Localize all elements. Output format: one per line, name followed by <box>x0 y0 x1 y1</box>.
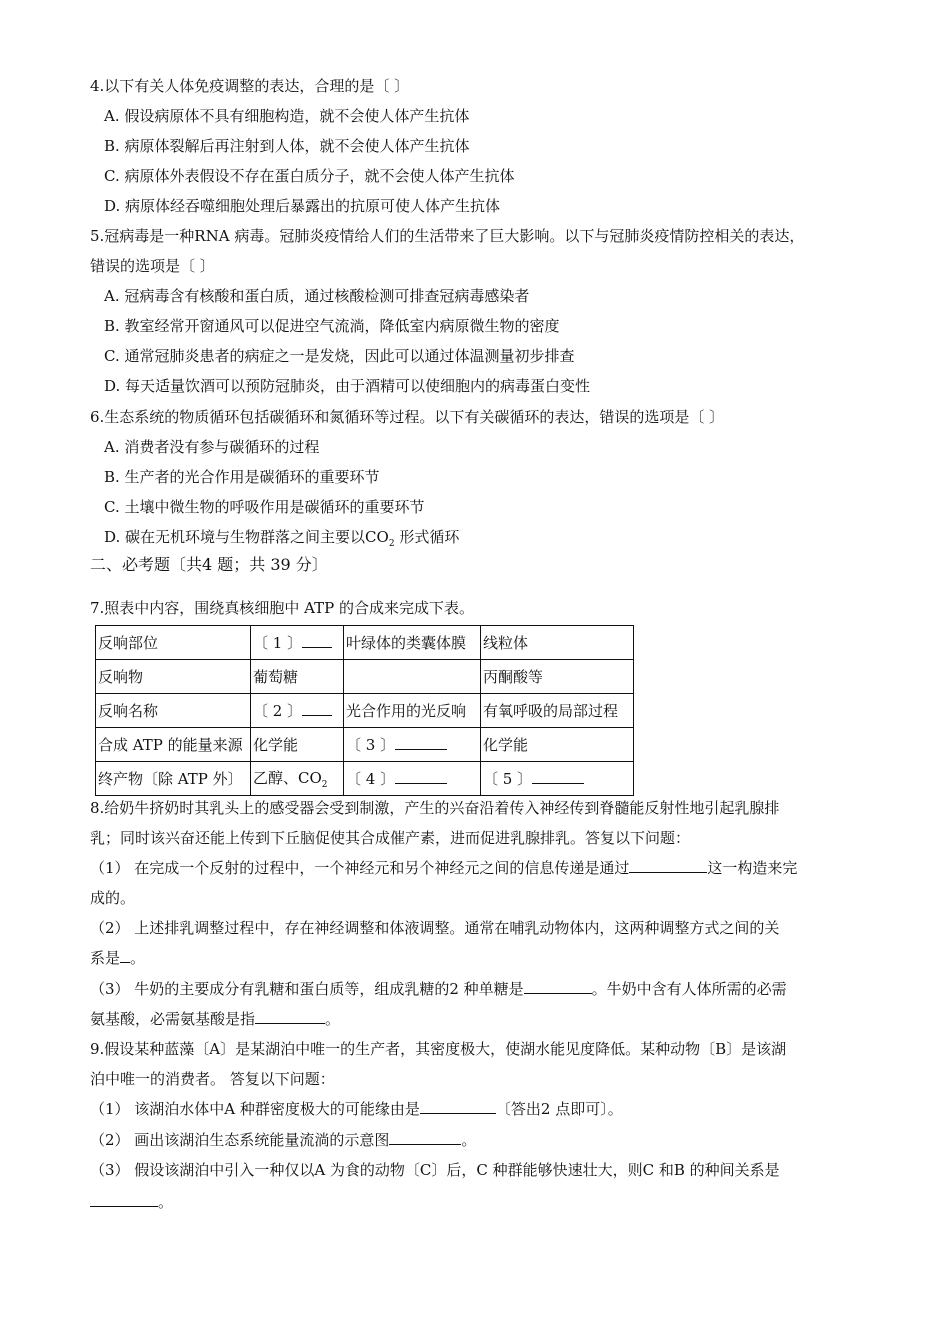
table-cell: 葡萄糖 <box>251 660 344 694</box>
q6-option-d-tail: 形式循环 <box>394 528 460 546</box>
answer-blank-q8-2[interactable] <box>120 948 130 963</box>
q8-part1-text: （1） 在完成一个反射的过程中，一个神经元和另个神经元之间的信息传递是通过 <box>90 859 630 877</box>
table-cell <box>344 762 481 796</box>
q8-part3-text: （3） 牛奶的主要成分有乳糖和蛋白质等，组成乳糖的2 种单糖是 <box>90 980 524 998</box>
q8-stem-line1: 8.给奶牛挤奶时其乳头上的感受器会受到制激，产生的兴奋沿着传入神经传到脊髓能反射性地引起乳腺排 <box>90 799 780 817</box>
q9-part2-tail: 。 <box>461 1131 477 1149</box>
answer-blank-q8-1[interactable] <box>629 858 707 873</box>
answer-blank-q9-1[interactable] <box>420 1099 496 1114</box>
co2-text: 乙醇、CO <box>253 769 322 787</box>
q5-option-a: A. 冠病毒含有核酸和蛋白质，通过核酸检测可排查冠病毒感染者 <box>104 287 530 305</box>
answer-blank-q8-3[interactable] <box>524 979 592 994</box>
table-cell <box>251 694 344 728</box>
table-row <box>96 694 634 728</box>
table-cell <box>481 762 634 796</box>
q9-part3-tail: 。 <box>158 1193 174 1211</box>
q8-part3-cont-text: 氨基酸，必需氨基酸是指 <box>90 1010 256 1028</box>
table-cell: 有氧呼吸的局部过程 <box>481 694 634 728</box>
table-cell: 反响部位 <box>96 626 251 660</box>
table-cell: 反响物 <box>96 660 251 694</box>
q6-option-b: B. 生产者的光合作用是碳循环的重要环节 <box>104 468 380 486</box>
answer-blank-q8-4[interactable] <box>255 1009 325 1024</box>
answer-blank-q9-3[interactable] <box>90 1192 158 1207</box>
q9-part1-tail: 〔答出2 点即可〕。 <box>495 1100 623 1118</box>
table-row <box>96 660 634 694</box>
q8-part3-tail: 。牛奶中含有人体所需的必需 <box>591 980 787 998</box>
q4-option-b: B. 病原体裂解后再注射到人体，就不会使人体产生抗体 <box>104 137 470 155</box>
table-cell: 叶绿体的类囊体膜 <box>344 626 481 660</box>
q8-stem-line2: 乳；同时该兴奋还能上传到下丘脑促使其合成催产素，进而促进乳腺排乳。答复以下问题： <box>90 829 691 847</box>
blank-label-5: 〔 5 〕 <box>483 770 533 788</box>
q8-part1-cont: 成的。 <box>90 889 136 907</box>
table-cell: 反响名称 <box>96 694 251 728</box>
table-cell: 化学能 <box>251 728 344 762</box>
q9-part2 <box>90 1130 476 1150</box>
q4-option-a: A. 假设病原体不具有细胞构造，就不会使人体产生抗体 <box>104 107 470 125</box>
table-row <box>96 728 634 762</box>
q8-part3-cont <box>90 1009 340 1029</box>
q9-part2-text: （2） 画出该湖泊生态系统能量流淌的示意图 <box>90 1131 390 1149</box>
blank-label-2: 〔 2 〕 <box>253 702 303 720</box>
q8-part2-cont <box>90 948 145 968</box>
q6-option-d-text: D. 碳在无机环境与生物群落之间主要以CO <box>104 528 389 546</box>
blank-label-4: 〔 4 〕 <box>346 770 396 788</box>
table-cell: 光合作用的光反响 <box>344 694 481 728</box>
q5-option-d: D. 每天适量饮酒可以预防冠肺炎，由于酒精可以使细胞内的病毒蛋白变性 <box>104 377 591 395</box>
answer-blank-q9-2[interactable] <box>389 1130 461 1145</box>
answer-blank-1[interactable] <box>302 633 332 648</box>
q6-option-c: C. 土壤中微生物的呼吸作用是碳循环的重要环节 <box>104 498 425 516</box>
co2-subscript: 2 <box>321 780 328 790</box>
q9-stem-line2: 泊中唯一的消费者。 答复以下问题： <box>90 1070 335 1088</box>
q8-part3-cont-tail: 。 <box>325 1010 341 1028</box>
section-heading: 二、必考题〔共4 题；共 39 分〕 <box>90 555 328 574</box>
q8-part1 <box>90 858 797 878</box>
q5-option-c: C. 通常冠肺炎患者的病症之一是发烧，因此可以通过体温测量初步排查 <box>104 347 575 365</box>
q6-stem: 6.生态系统的物质循环包括碳循环和氮循环等过程。以下有关碳循环的表达，错误的选项是〔 〕 <box>90 408 725 426</box>
table-row <box>96 626 634 660</box>
q7-table <box>95 625 634 796</box>
answer-blank-5[interactable] <box>532 769 584 784</box>
answer-blank-2[interactable] <box>302 701 332 716</box>
table-cell <box>344 660 481 694</box>
answer-blank-3[interactable] <box>395 735 447 750</box>
q9-part1-text: （1） 该湖泊水体中A 种群密度极大的可能缘由是 <box>90 1100 420 1118</box>
q9-part3-cont <box>90 1192 173 1212</box>
blank-label-3: 〔 3 〕 <box>346 736 396 754</box>
table-cell: 丙酮酸等 <box>481 660 634 694</box>
q8-part2: （2） 上述排乳调整过程中，存在神经调整和体液调整。通常在哺乳动物体内，这两种调整方式之间的关 <box>90 919 780 937</box>
q7-stem: 7.照表中内容，围绕真核细胞中 ATP 的合成来完成下表。 <box>90 599 474 617</box>
q4-option-c: C. 病原体外表假设不存在蛋白质分子，就不会使人体产生抗体 <box>104 167 515 185</box>
q6-option-d <box>104 527 459 554</box>
table-cell <box>344 728 481 762</box>
q8-part2-text: 系是 <box>90 949 121 967</box>
q5-stem-line1: 5.冠病毒是一种RNA 病毒。冠肺炎疫情给人们的生活带来了巨大影响。以下与冠肺炎疫情防控相关的表达， <box>90 227 805 245</box>
q9-stem-line1: 9.假设某种蓝藻〔A〕是某湖泊中唯一的生产者，其密度极大，使湖水能见度降低。某种动物〔B〕是该湖 <box>90 1040 787 1058</box>
q4-option-d: D. 病原体经吞噬细胞处理后暴露出的抗原可使人体产生抗体 <box>104 197 501 215</box>
q4-stem: 4.以下有关人体免疫调整的表达，合理的是〔 〕 <box>90 77 410 95</box>
q9-part3: （3） 假设该湖泊中引入一种仅以A 为食的动物〔C〕后，C 种群能够快速壮大，则C 和B 的种间关系是 <box>90 1161 780 1179</box>
q8-part1-tail: 这一构造来完 <box>707 859 798 877</box>
q6-option-d-subscript: 2 <box>388 539 395 549</box>
table-cell <box>251 762 344 796</box>
table-cell <box>251 626 344 660</box>
q6-option-a: A. 消费者没有参与碳循环的过程 <box>104 438 320 456</box>
q8-part3 <box>90 979 787 999</box>
q8-part2-tail: 。 <box>130 949 146 967</box>
q5-stem-line2: 错误的选项是〔 〕 <box>90 257 215 275</box>
table-row <box>96 762 634 796</box>
blank-label-1: 〔 1 〕 <box>253 634 303 652</box>
table-cell: 合成 ATP 的能量来源 <box>96 728 251 762</box>
q9-part1 <box>90 1099 623 1119</box>
answer-blank-4[interactable] <box>395 769 447 784</box>
table-cell: 线粒体 <box>481 626 634 660</box>
table-cell: 化学能 <box>481 728 634 762</box>
table-cell: 终产物〔除 ATP 外〕 <box>96 762 251 796</box>
q5-option-b: B. 教室经常开窗通风可以促进空气流淌，降低室内病原微生物的密度 <box>104 317 560 335</box>
